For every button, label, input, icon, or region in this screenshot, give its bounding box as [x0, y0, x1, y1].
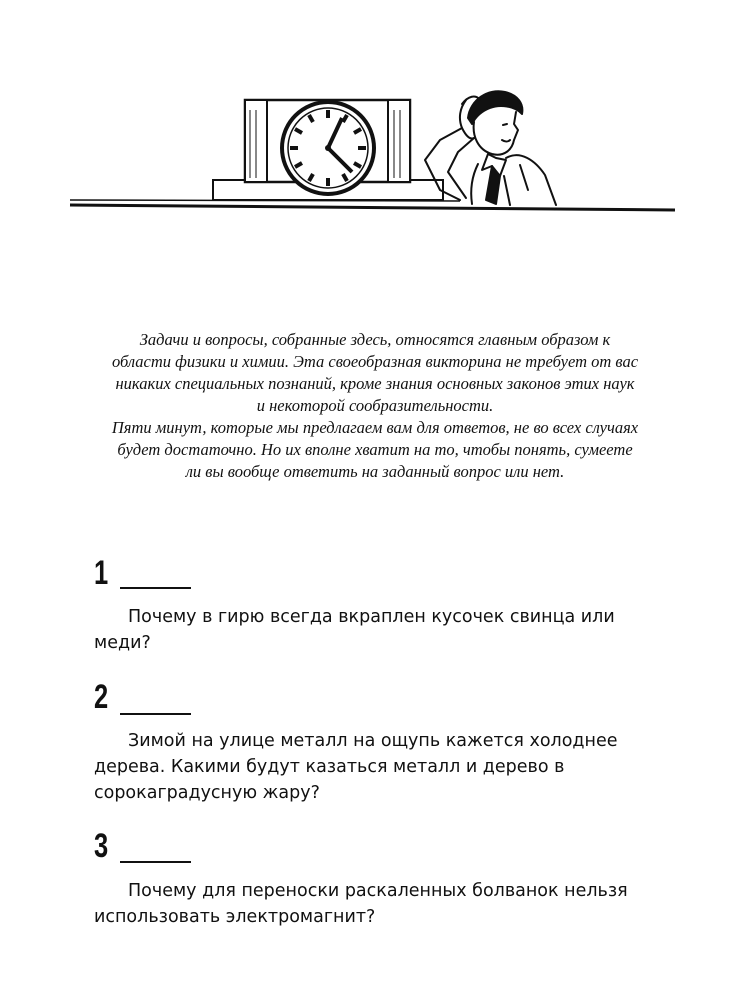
thinking-man-icon	[425, 91, 556, 205]
intro-paragraph-2: Пяти минут, которые мы предлагаем вам для ответов, не во всех случаях будет достаточно. Но их вполне хватит на то, чтобы понять, сумеете ли вы вообще ответить на заданный вопрос или нет.	[111, 418, 639, 481]
question-number-2: 2	[94, 678, 109, 716]
intro-text	[110, 329, 640, 483]
desk-line	[70, 200, 675, 210]
header-illustration	[0, 0, 750, 230]
question-rule-1	[120, 587, 191, 589]
question-text-3: Почему для переноски раскаленных болванок нельзя использовать электромагнит?	[94, 881, 628, 927]
question-number-3: 3	[94, 827, 109, 865]
question-number-1: 1	[94, 554, 109, 592]
clock-icon	[213, 100, 443, 200]
question-rule-3	[120, 861, 191, 863]
intro-paragraph-1: Задачи и вопросы, собранные здесь, относятся главным образом к области физики и химии. Эта своеобразная викторина не требует от вас никаких специальных познаний, кроме знания основных законов этих наук и некоторой сообразительности.	[111, 330, 639, 415]
question-text-2: Зимой на улице металл на ощупь кажется холоднее дерева. Какими будут казаться металл и дерево в сорокаградусную жару?	[94, 731, 618, 803]
question-rule-2	[120, 713, 191, 715]
question-text-1: Почему в гирю всегда вкраплен кусочек свинца или меди?	[94, 607, 615, 653]
